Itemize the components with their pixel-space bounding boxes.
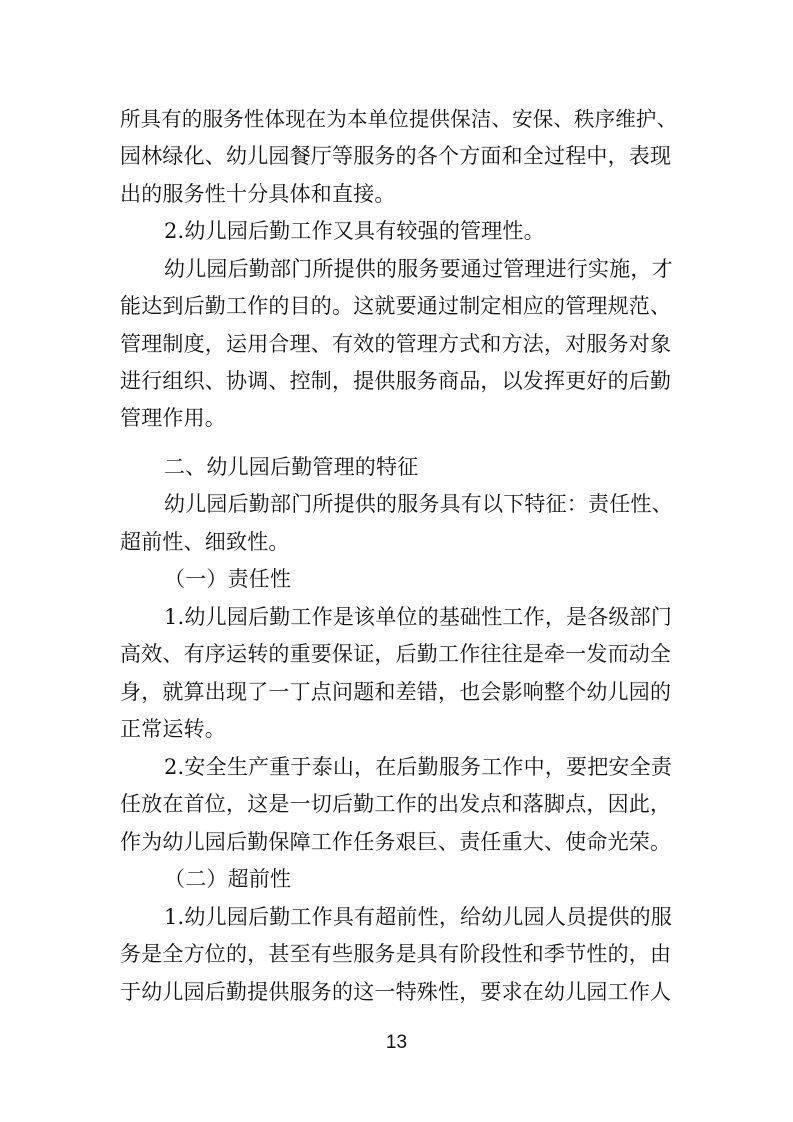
- text-line: 进行组织、协调、控制，提供服务商品，以发挥更好的后勤: [120, 369, 672, 393]
- text-line: 幼儿园后勤部门所提供的服务具有以下特征：责任性、: [164, 492, 673, 516]
- section-heading: 二、幼儿园后勤管理的特征: [164, 455, 419, 479]
- text-line: 园林绿化、幼儿园餐厅等服务的各个方面和全过程中，表现: [120, 144, 672, 168]
- text-line: 于幼儿园后勤提供服务的这一特殊性，要求在幼儿园工作人: [120, 980, 672, 1004]
- text-line: 作为幼儿园后勤保障工作任务艰巨、责任重大、使命光荣。: [120, 830, 672, 854]
- text-line: 1.幼儿园后勤工作具有超前性，给幼儿园人员提供的服: [164, 905, 673, 929]
- text-line: 务是全方位的，甚至有些服务是具有阶段性和季节性的，由: [120, 942, 672, 966]
- text-line: 出的服务性十分具体和直接。: [120, 182, 396, 206]
- page-number: 13: [385, 1032, 408, 1053]
- subsection-heading: （二）超前性: [164, 867, 292, 891]
- text-line: 幼儿园后勤部门所提供的服务要通过管理进行实施，才: [164, 257, 673, 281]
- text-line: 任放在首位，这是一切后勤工作的出发点和落脚点，因此，: [120, 792, 672, 816]
- text-line: 管理作用。: [120, 406, 226, 430]
- text-line: 所具有的服务性体现在为本单位提供保洁、安保、秩序维护、: [120, 107, 678, 131]
- text-line: 超前性、细致性。: [120, 530, 290, 554]
- text-line: 1.幼儿园后勤工作是该单位的基础性工作，是各级部门: [164, 605, 673, 629]
- text-line: 身，就算出现了一丁点问题和差错，也会影响整个幼儿园的: [120, 680, 672, 704]
- list-item-heading: 2.幼儿园后勤工作又具有较强的管理性。: [164, 219, 545, 243]
- text-line: 管理制度，运用合理、有效的管理方式和方法，对服务对象: [120, 332, 672, 356]
- text-line: 2.安全生产重于泰山，在后勤服务工作中，要把安全责: [164, 755, 673, 779]
- subsection-heading: （一）责任性: [164, 567, 292, 591]
- text-line: 高效、有序运转的重要保证，后勤工作往往是牵一发而动全: [120, 642, 672, 666]
- text-line: 能达到后勤工作的目的。这就要通过制定相应的管理规范、: [120, 294, 672, 318]
- text-line: 正常运转。: [120, 717, 226, 741]
